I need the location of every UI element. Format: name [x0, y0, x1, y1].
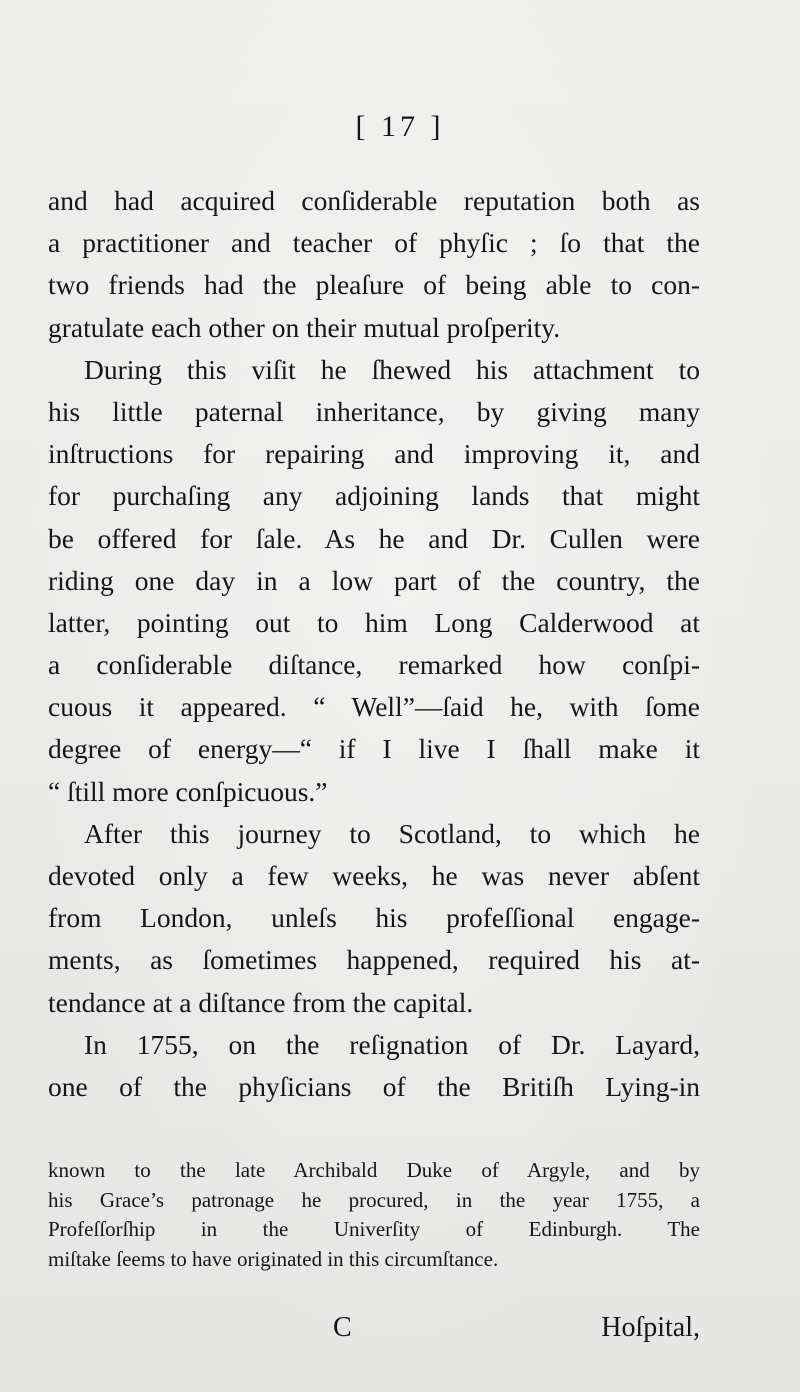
footnote [48, 1156, 700, 1274]
footnote-line: known to the late Archibald Duke of Argyle, and by [48, 1158, 700, 1182]
text-line: be offered for ſale. As he and Dr. Cullen were [48, 522, 700, 554]
text-line: two friends had the pleaſure of being able to con- [48, 269, 700, 301]
signature-mark: C [333, 1312, 352, 1343]
text-line: “ ſtill more conſpicuous.” [48, 775, 328, 807]
footnote-line: his Grace’s patronage he procured, in the year 1755, a [48, 1187, 700, 1212]
text-line: inſtructions for repairing and improving it, and [48, 438, 700, 470]
text-line: one of the phyſicians of the Britiſh Lying-in [48, 1070, 700, 1102]
text-line: In 1755, on the reſignation of Dr. Layard, [84, 1028, 700, 1060]
main-text [48, 180, 700, 1108]
text-line: and had acquired conſiderable reputation both as [48, 185, 700, 216]
text-line: cuous it appeared. “ Well”—ſaid he, with ſome [48, 691, 700, 723]
text-line: gratulate each other on their mutual proſperity. [48, 311, 561, 343]
catchword: Hoſpital, [601, 1312, 700, 1343]
text-line: his little paternal inheritance, by giving many [48, 395, 700, 427]
page-number: [ 17 ] [355, 110, 445, 143]
text-line: devoted only a few weeks, he was never abſent [48, 860, 700, 891]
text-line: tendance at a diſtance from the capital. [48, 986, 474, 1018]
text-line: riding one day in a low part of the country, the [48, 564, 700, 596]
text-line: During this viſit he ſhewed his attachment to [84, 353, 700, 385]
text-line: a practitioner and teacher of phyſic ; ſo that the [48, 227, 700, 259]
text-line: from London, unleſs his profeſſional engage- [48, 902, 700, 934]
text-line: for purchaſing any adjoining lands that might [48, 480, 700, 512]
footnote-line: Profeſſorſhip in the Univerſity of Edinburgh. The [48, 1217, 700, 1241]
footnote-line: miſtake ſeems to have originated in this circumſtance. [48, 1246, 499, 1271]
text-line: a conſiderable diſtance, remarked how conſpi- [48, 649, 700, 681]
text-line: latter, pointing out to him Long Calderwood at [48, 606, 700, 638]
text-line: ments, as ſometimes happened, required his at- [48, 944, 700, 976]
text-line: After this journey to Scotland, to which he [84, 817, 700, 849]
text-line: degree of energy—“ if I live I ſhall make it [48, 733, 700, 765]
